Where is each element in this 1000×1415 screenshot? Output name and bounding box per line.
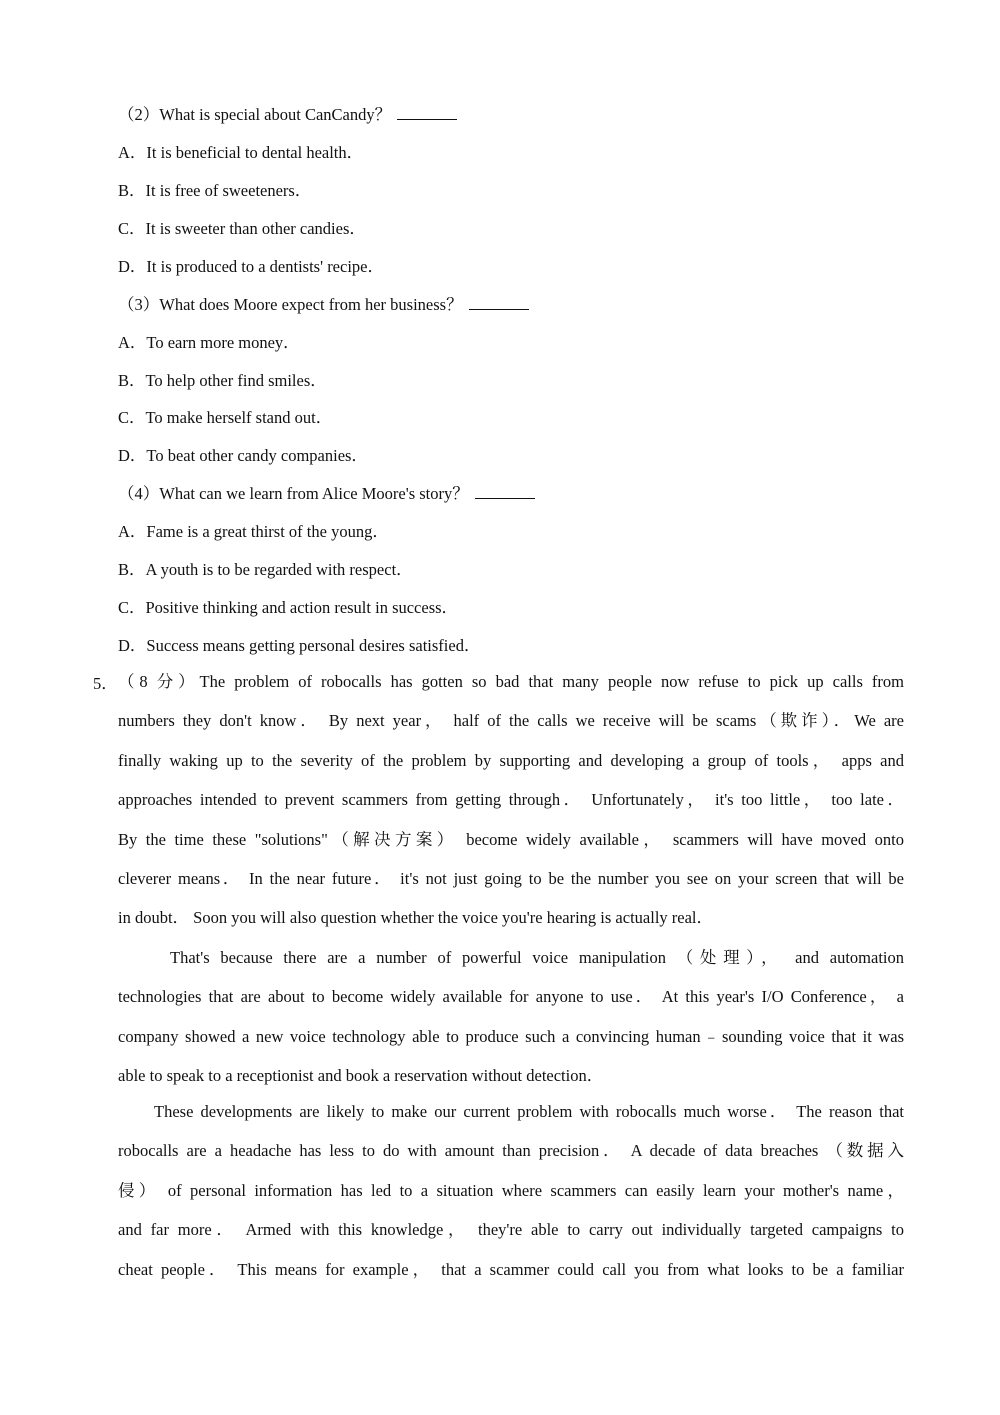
question-3-option-b: B．To help other find smiles．: [118, 371, 327, 390]
question-3-option-a: A．To earn more money．: [118, 333, 300, 352]
passage-line: company showed a new voice technology able to produce such a convincing human﹣sounding voice that it was: [118, 1026, 904, 1046]
answer-blank: [397, 105, 457, 120]
question-4-option-b: B．A youth is to be regarded with respect．: [118, 560, 413, 579]
question-4-option-c: C．Positive thinking and action result in success．: [118, 598, 459, 617]
passage-line: That's because there are a number of powerful voice manipulation （处理）， and automation: [170, 948, 904, 967]
question-2-option-d: D．It is produced to a dentists' recipe．: [118, 257, 384, 276]
passage-line: in doubt． Soon you will also question whether the voice you're hearing is actually real．: [118, 908, 714, 928]
question-2-option-a: A．It is beneficial to dental health．: [118, 143, 364, 162]
passage-line: able to speak to a receptionist and book a reservation without detection．: [118, 1066, 604, 1086]
question-2-option-b: B．It is free of sweeteners．: [118, 181, 312, 200]
passage-line: cheat people． This means for example， that a scammer could call you from what looks to be a familiar: [118, 1259, 904, 1279]
question-3-text: （3）What does Moore expect from her business？: [118, 295, 463, 314]
question-4-option-a: A．Fame is a great thirst of the young．: [118, 522, 389, 541]
passage-line: By the time these "solutions"（解决方案） become widely available， scammers will have moved onto: [118, 829, 904, 849]
passage-line: cleverer means． In the near future． it's not just going to be the number you see on your screen that will be: [118, 868, 904, 888]
question-2-option-c: C．It is sweeter than other candies．: [118, 219, 366, 238]
passage-line: robocalls are a headache has less to do with amount than precision． A decade of data breaches （数据入: [118, 1141, 904, 1161]
passage-line: These developments are likely to make our current problem with robocalls much worse． The reason that: [154, 1102, 904, 1121]
question-4-text: （4）What can we learn from Alice Moore's story？: [118, 484, 469, 503]
question-2-text: （2）What is special about CanCandy？: [118, 105, 392, 124]
answer-blank: [469, 295, 529, 310]
question-3-option-c: C．To make herself stand out．: [118, 408, 333, 427]
passage-line: and far more． Armed with this knowledge， they're able to carry out individually targeted campaigns to: [118, 1220, 904, 1240]
passage-line: finally waking up to the severity of the problem by supporting and developing a group of tools， apps and: [118, 750, 904, 770]
passage-line: 侵） of personal information has led to a situation where scammers can easily learn your mother's name，: [118, 1180, 904, 1200]
question-number: 5．: [93, 674, 118, 693]
question-3-option-d: D．To beat other candy companies．: [118, 446, 368, 465]
passage-paragraph-2: [118, 938, 904, 1096]
question-4-option-d: D．Success means getting personal desires satisfied．: [118, 636, 481, 655]
passage-line: numbers they don't know． By next year， half of the calls we receive will be scams（欺诈）．We are: [118, 711, 904, 731]
passage-line: technologies that are about to become widely available for anyone to use． At this year's I/O Conference， a: [118, 987, 904, 1007]
question-3-stem: [118, 294, 529, 316]
passage-paragraph-1: [118, 662, 904, 938]
passage-line: （8 分）The problem of robocalls has gotten so bad that many people now refuse to pick up calls from: [118, 672, 904, 691]
answer-blank: [475, 484, 535, 499]
question-4-stem: [118, 483, 535, 505]
question-2-stem: [118, 104, 457, 126]
passage-paragraph-3: [118, 1092, 904, 1289]
passage-line: approaches intended to prevent scammers from getting through． Unfortunately， it's too little， too late．: [118, 790, 904, 810]
